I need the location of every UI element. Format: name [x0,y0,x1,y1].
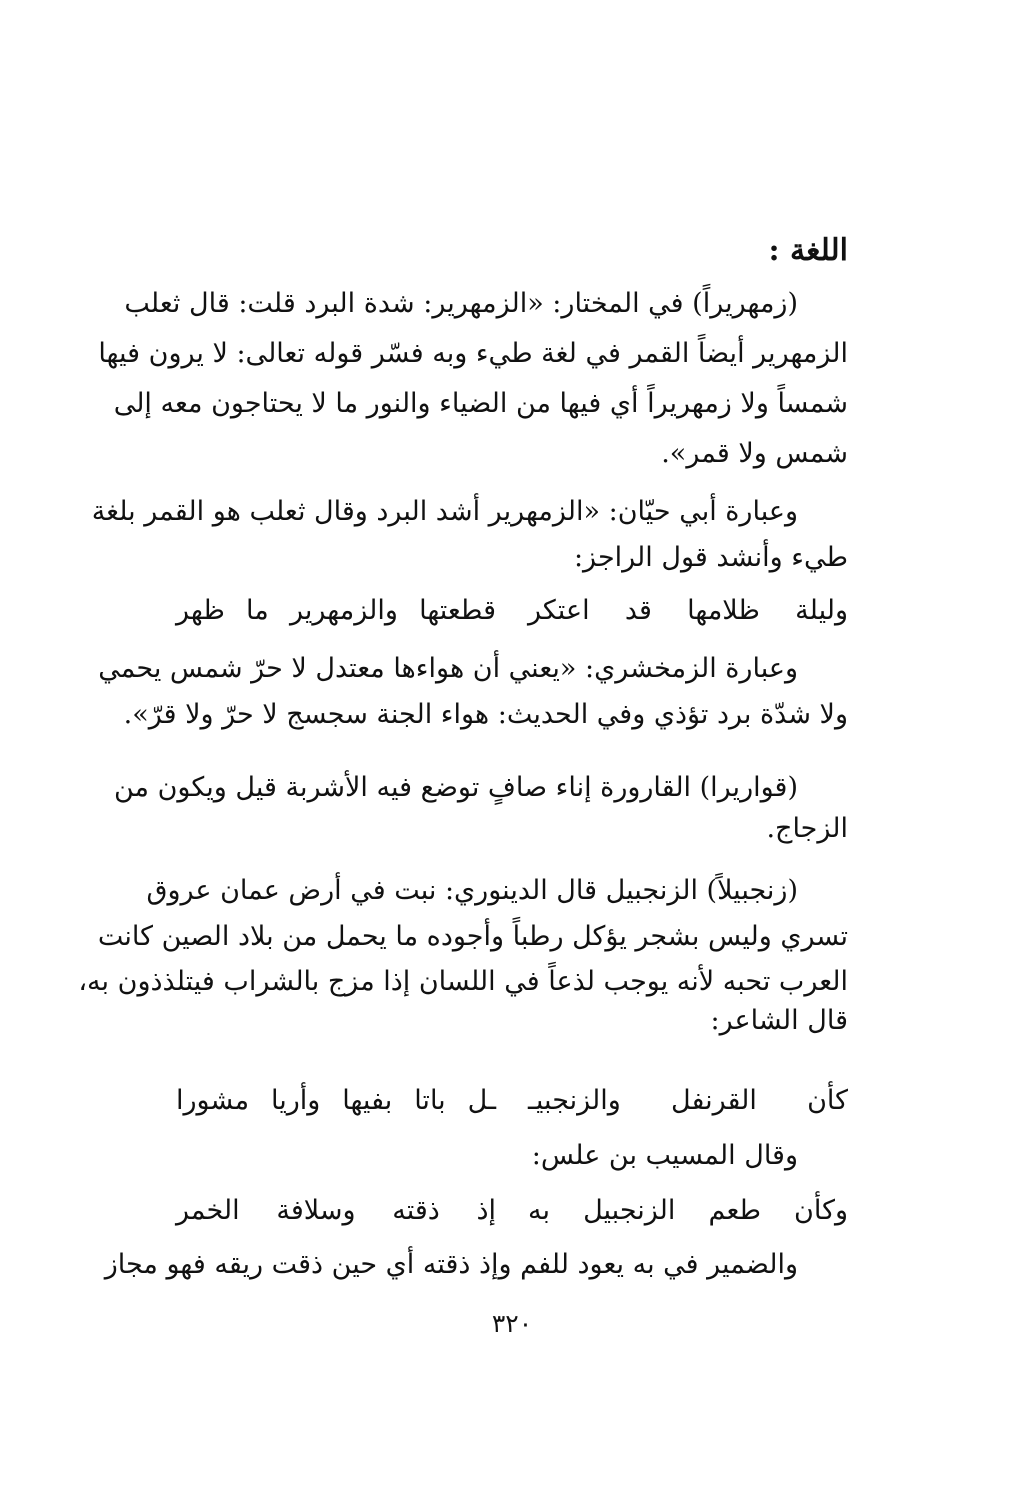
page-number: ٣٢٠ [491,1309,533,1338]
verse-hemistich: كأن القرنفل والزنجبيـ [528,1085,848,1116]
verse-hemistich: إذ ذقته وسلافة الخمر [176,1195,496,1226]
paragraph-line: قال الشاعر: [710,1005,848,1036]
poetry-verse [176,588,848,634]
paragraph-line: وقال المسيب بن علس: [531,1140,798,1171]
verse-hemistich: ـل باتا بفيها وأريا مشورا [176,1085,496,1116]
paragraph-line: وعبارة أبي حيّان: «الزمهرير أشد البرد وقال ثعلب هو القمر بلغة [91,496,798,527]
paragraph-line: والضمير في به يعود للفم وإذ ذقته أي حين ذقت ريقه فهو مجاز [104,1249,798,1280]
section-heading: اللغة : [768,233,848,268]
poetry-verse [176,1078,848,1124]
poetry-verse [176,1188,848,1234]
paragraph-line: وعبارة الزمخشري: «يعني أن هواءها معتدل لا حرّ شمس يحمي [98,653,798,684]
paragraph-line: الزجاج. [766,813,848,844]
paragraph-line: (قواريرا) القارورة إناء صافٍ توضع فيه الأشربة قيل ويكون من [113,772,798,803]
verse-hemistich: قطعتها والزمهرير ما ظهر [176,595,496,626]
verse-hemistich: وكأن طعم الزنجبيل به [528,1195,848,1226]
paragraph-line: (زنجبيلاً) الزنجبيل قال الدينوري: نبت في أرض عمان عروق [146,875,798,906]
paragraph-line: العرب تحبه لأنه يوجب لذعاً في اللسان إذا مزج بالشراب فيتلذذون به، [78,966,848,997]
paragraph-line: تسري وليس بشجر يؤكل رطباً وأجوده ما يحمل من بلاد الصين كانت [97,921,848,952]
paragraph-line: الزمهرير أيضاً القمر في لغة طيء وبه فسّر قوله تعالى: لا يرون فيها [98,338,848,369]
paragraph-line: ولا شدّة برد تؤذي وفي الحديث: هواء الجنة سجسج لا حرّ ولا قرّ». [123,699,848,730]
paragraph-line: طيء وأنشد قول الراجز: [573,542,848,573]
paragraph-line: شمساً ولا زمهريراً أي فيها من الضياء والنور ما لا يحتاجون معه إلى [113,388,848,419]
verse-hemistich: وليلة ظلامها قد اعتكر [528,595,848,626]
paragraph-line: شمس ولا قمر». [661,438,848,469]
paragraph-line: (زمهريراً) في المختار: «الزمهرير: شدة البرد قلت: قال ثعلب [124,288,798,319]
